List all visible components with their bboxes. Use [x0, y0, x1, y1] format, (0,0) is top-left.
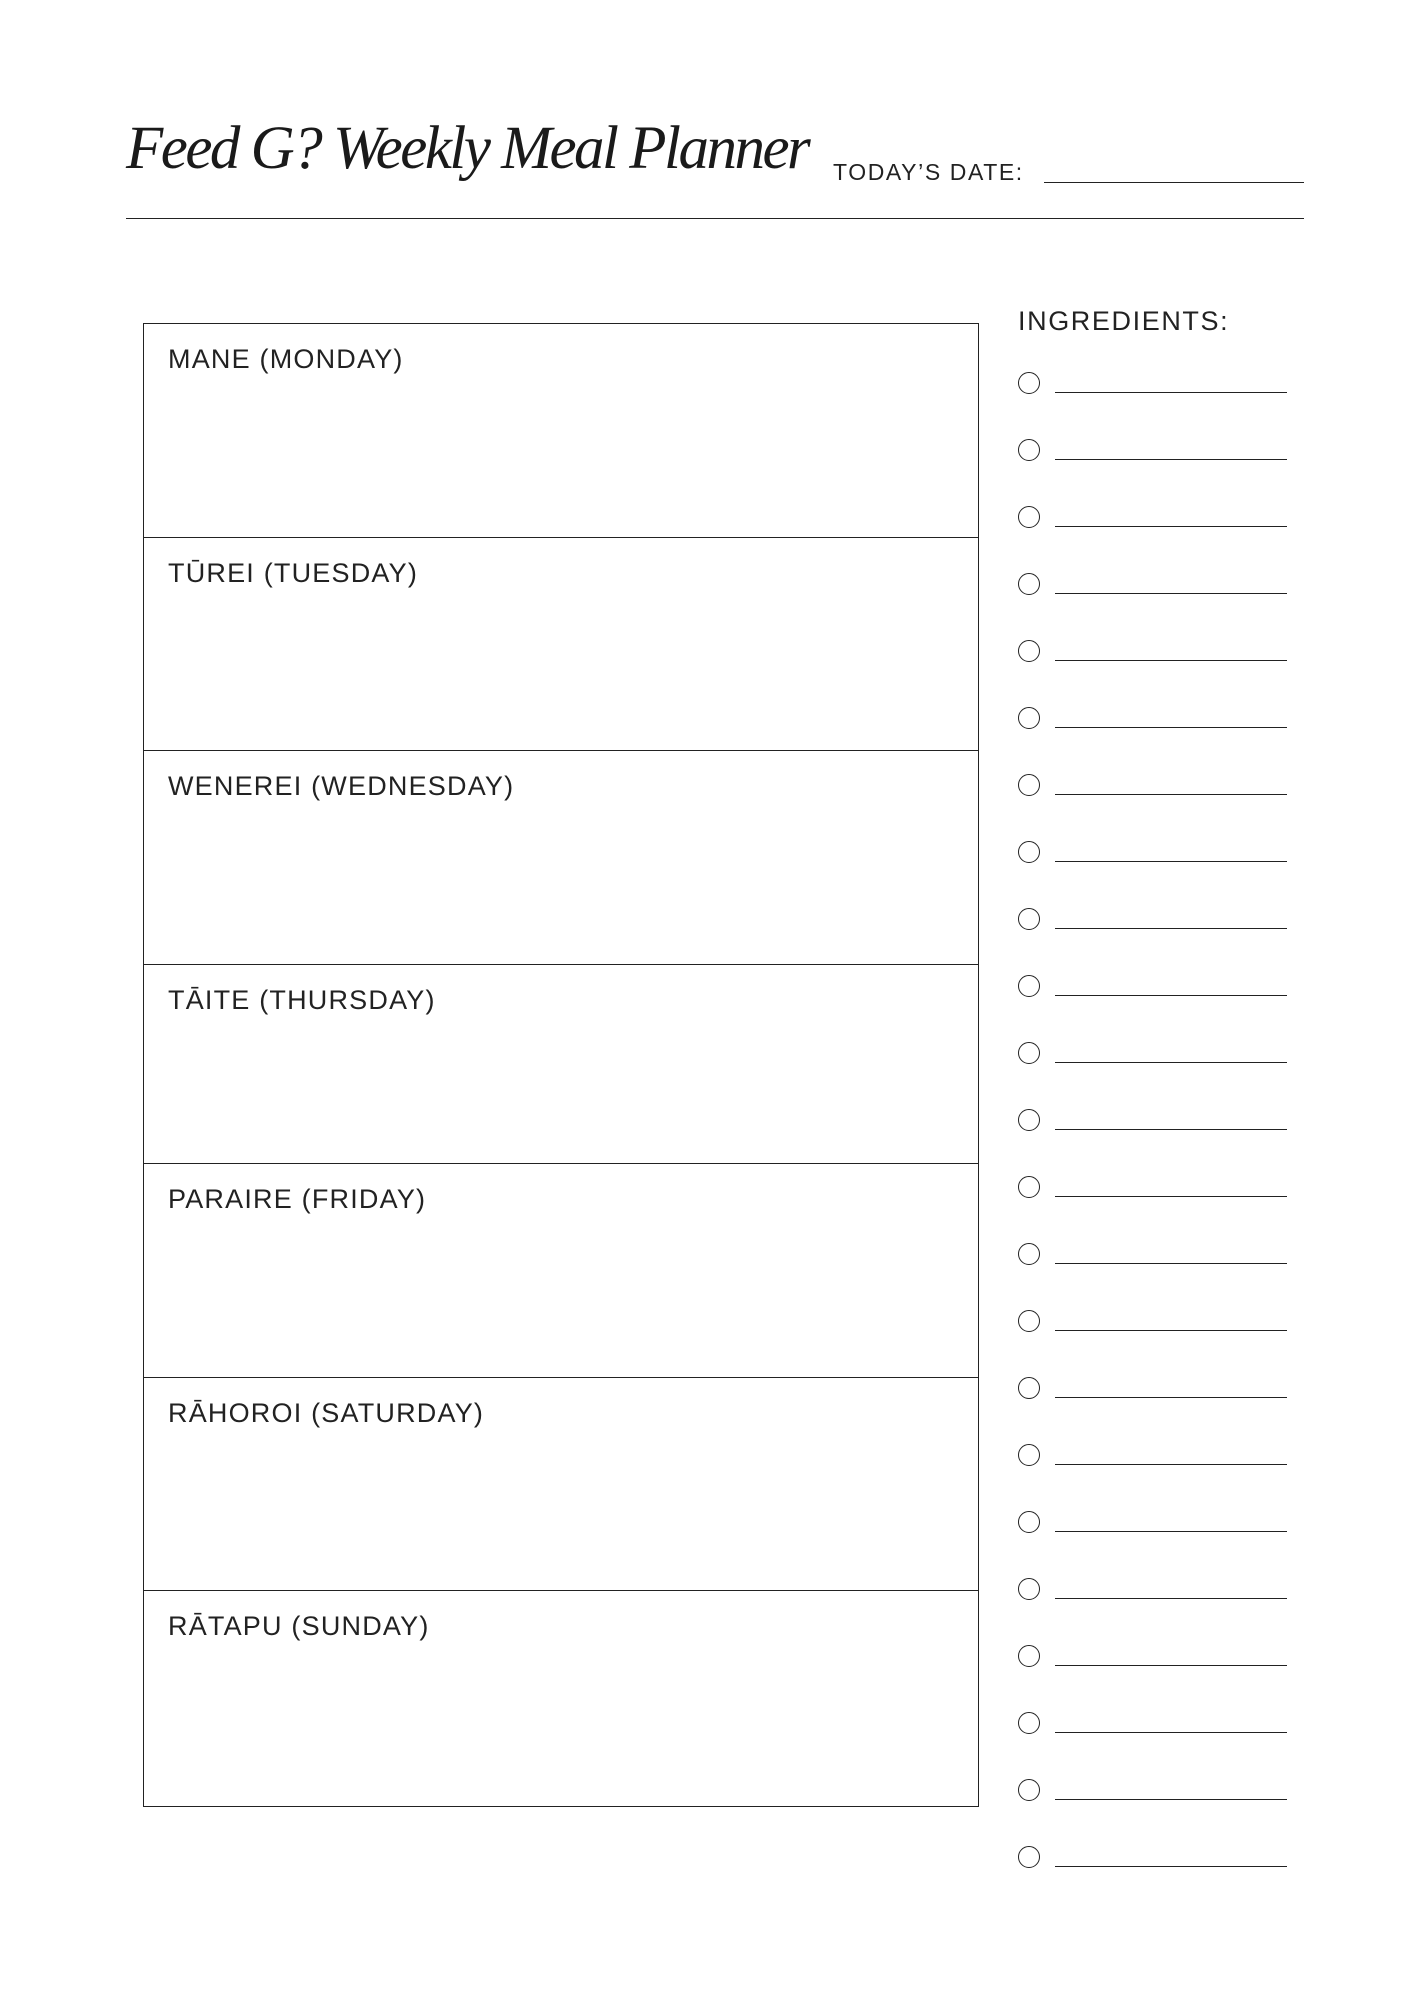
ingredient-entry-line[interactable] [1055, 459, 1287, 460]
ingredient-item [1018, 1176, 1288, 1216]
todays-date-field[interactable] [1044, 182, 1304, 183]
day-box-friday[interactable] [144, 1164, 978, 1378]
ingredient-entry-line[interactable] [1055, 660, 1287, 661]
ingredient-item [1018, 1578, 1288, 1618]
ingredient-entry-line[interactable] [1055, 1196, 1287, 1197]
checkbox-circle-icon[interactable] [1018, 506, 1040, 528]
day-label-saturday: RĀHOROI (SATURDAY) [168, 1397, 485, 1428]
checkbox-circle-icon[interactable] [1018, 1779, 1040, 1801]
checkbox-circle-icon[interactable] [1018, 841, 1040, 863]
checkbox-circle-icon[interactable] [1018, 1846, 1040, 1868]
ingredient-item [1018, 975, 1288, 1015]
ingredient-entry-line[interactable] [1055, 1799, 1287, 1800]
ingredient-entry-line[interactable] [1055, 1263, 1287, 1264]
ingredient-item [1018, 1310, 1288, 1350]
ingredient-entry-line[interactable] [1055, 1062, 1287, 1063]
ingredient-item [1018, 372, 1288, 412]
ingredient-item [1018, 1042, 1288, 1082]
day-label-thursday: TĀITE (THURSDAY) [168, 985, 436, 1016]
checkbox-circle-icon[interactable] [1018, 1712, 1040, 1734]
checkbox-circle-icon[interactable] [1018, 372, 1040, 394]
checkbox-circle-icon[interactable] [1018, 439, 1040, 461]
ingredient-entry-line[interactable] [1055, 861, 1287, 862]
day-label-wednesday: WENEREI (WEDNESDAY) [168, 771, 515, 802]
ingredient-entry-line[interactable] [1055, 1732, 1287, 1733]
checkbox-circle-icon[interactable] [1018, 1243, 1040, 1265]
checkbox-circle-icon[interactable] [1018, 707, 1040, 729]
checkbox-circle-icon[interactable] [1018, 1377, 1040, 1399]
day-box-saturday[interactable] [144, 1378, 978, 1592]
ingredient-item [1018, 1846, 1288, 1886]
ingredient-item [1018, 707, 1288, 747]
checkbox-circle-icon[interactable] [1018, 1578, 1040, 1600]
checkbox-circle-icon[interactable] [1018, 908, 1040, 930]
day-label-monday: MANE (MONDAY) [168, 344, 404, 374]
day-label-tuesday: TŪREI (TUESDAY) [168, 557, 419, 588]
ingredient-item [1018, 640, 1288, 680]
ingredient-item [1018, 1377, 1288, 1417]
ingredient-item [1018, 1779, 1288, 1819]
day-box-thursday[interactable] [144, 965, 978, 1164]
ingredient-entry-line[interactable] [1055, 1330, 1287, 1331]
day-label-friday: PARAIRE (FRIDAY) [168, 1183, 427, 1214]
page-title: Feed G? Weekly Meal Planner [126, 115, 809, 182]
checkbox-circle-icon[interactable] [1018, 1042, 1040, 1064]
checkbox-circle-icon[interactable] [1018, 975, 1040, 997]
ingredient-item [1018, 841, 1288, 881]
ingredient-item [1018, 573, 1288, 613]
day-box-wednesday[interactable] [144, 751, 978, 965]
checkbox-circle-icon[interactable] [1018, 1176, 1040, 1198]
checkbox-circle-icon[interactable] [1018, 774, 1040, 796]
ingredient-entry-line[interactable] [1055, 526, 1287, 527]
ingredient-entry-line[interactable] [1055, 928, 1287, 929]
ingredient-entry-line[interactable] [1055, 392, 1287, 393]
ingredient-entry-line[interactable] [1055, 1464, 1287, 1465]
ingredient-item [1018, 1109, 1288, 1149]
ingredients-title: INGREDIENTS: [1018, 306, 1230, 336]
day-box-tuesday[interactable] [144, 538, 978, 752]
checkbox-circle-icon[interactable] [1018, 1444, 1040, 1466]
checkbox-circle-icon[interactable] [1018, 640, 1040, 662]
ingredient-entry-line[interactable] [1055, 1866, 1287, 1867]
ingredient-item [1018, 908, 1288, 948]
ingredient-entry-line[interactable] [1055, 1531, 1287, 1532]
ingredient-item [1018, 1645, 1288, 1685]
ingredient-item [1018, 1444, 1288, 1484]
ingredient-item [1018, 1511, 1288, 1551]
ingredient-entry-line[interactable] [1055, 1397, 1287, 1398]
ingredient-entry-line[interactable] [1055, 995, 1287, 996]
checkbox-circle-icon[interactable] [1018, 1511, 1040, 1533]
checkbox-circle-icon[interactable] [1018, 573, 1040, 595]
ingredient-entry-line[interactable] [1055, 593, 1287, 594]
checkbox-circle-icon[interactable] [1018, 1109, 1040, 1131]
ingredient-item [1018, 1712, 1288, 1752]
checkbox-circle-icon[interactable] [1018, 1645, 1040, 1667]
ingredient-item [1018, 774, 1288, 814]
ingredient-item [1018, 1243, 1288, 1283]
day-box-monday[interactable] [144, 324, 978, 538]
todays-date-label: TODAY’S DATE: [833, 159, 1024, 185]
checkbox-circle-icon[interactable] [1018, 1310, 1040, 1332]
ingredient-entry-line[interactable] [1055, 1665, 1287, 1666]
days-table [143, 323, 979, 1807]
day-box-sunday[interactable] [144, 1591, 978, 1806]
ingredient-item [1018, 506, 1288, 546]
ingredient-item [1018, 439, 1288, 479]
header-divider [126, 218, 1304, 219]
ingredient-entry-line[interactable] [1055, 1129, 1287, 1130]
ingredient-entry-line[interactable] [1055, 1598, 1287, 1599]
ingredient-entry-line[interactable] [1055, 727, 1287, 728]
ingredient-entry-line[interactable] [1055, 794, 1287, 795]
day-label-sunday: RĀTAPU (SUNDAY) [168, 1611, 430, 1642]
